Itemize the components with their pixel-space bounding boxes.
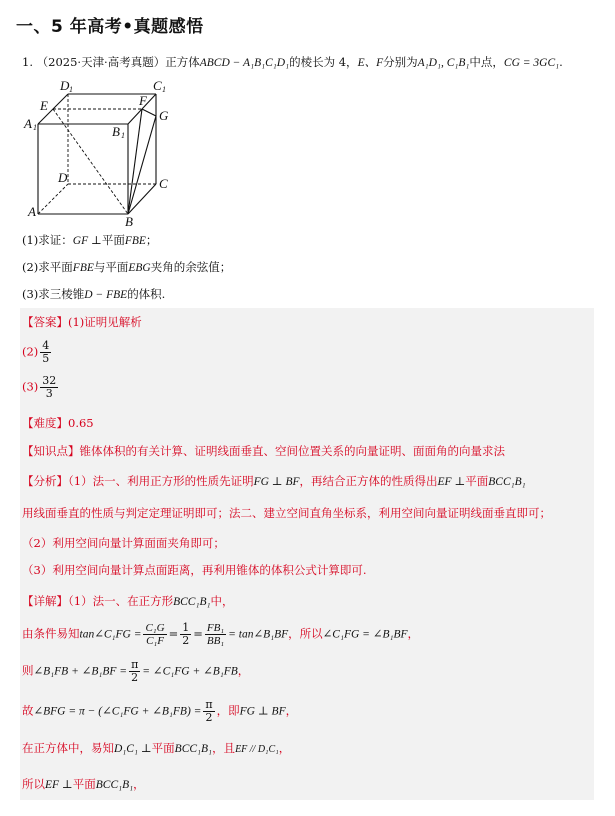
detail-math: ∠BFG = π − (∠C₁FG + ∠B₁FB) =	[33, 705, 202, 718]
label-d1: D	[60, 78, 70, 93]
detail-text: ，	[133, 777, 145, 791]
label-sub: 1	[69, 85, 73, 94]
fraction	[180, 622, 191, 647]
detail-text: 故	[22, 703, 34, 718]
frac-num: π	[205, 698, 213, 711]
label-a: A	[28, 204, 36, 219]
frac-den: C₁F	[146, 635, 164, 647]
label-a1: A	[24, 116, 32, 131]
frac-den: 2	[205, 711, 213, 724]
question-source: （2025·天津·高考真题）	[36, 55, 166, 69]
detail-text: ，	[285, 703, 298, 718]
answer-3-label: (3)	[22, 379, 39, 394]
part-text: (3)求三棱锥	[22, 287, 85, 301]
points-ef: E、F	[357, 57, 384, 69]
answer-1: (1)证明见解析	[68, 315, 142, 329]
analysis-line-3: （2）利用空间向量计算面面夹角即可；	[22, 536, 225, 550]
cube-figure	[22, 78, 182, 228]
detail-text: ，即	[216, 703, 240, 718]
detail-line-5	[22, 740, 290, 756]
detail-line-1	[22, 593, 233, 609]
detail-math: EF ⊥	[45, 779, 73, 791]
detail-text: 中，	[210, 594, 234, 608]
edge-bf	[128, 109, 142, 214]
section-title: 一、5 年高考•真题感悟	[16, 17, 204, 37]
part-math: GF ⊥	[72, 235, 102, 247]
detail-math: BCC₁B₁	[95, 779, 134, 791]
part-math: EBG	[128, 262, 151, 274]
part-math: FBE	[124, 235, 146, 247]
frac-den: 2	[131, 671, 139, 684]
detail-math: FG ⊥ BF	[239, 705, 286, 718]
detail-math: EF // D₁C₁	[235, 744, 279, 755]
analysis-line-4: （3）利用空间向量计算点面距离，再利用锥体的体积公式计算即可.	[22, 563, 367, 577]
question-stem	[22, 54, 563, 70]
detail-text: 平面	[151, 741, 175, 755]
equals: =	[168, 626, 179, 641]
detail-text: 由条件易知	[22, 626, 80, 641]
detail-text: 所以	[22, 777, 45, 791]
analysis-label: 【分析】	[22, 474, 68, 488]
detail-text: 在正方体中，易知	[22, 741, 114, 755]
detail-math: ∠C₁FG = ∠B₁BF	[322, 628, 408, 641]
frac-num: 4	[42, 339, 50, 352]
part-text: (1)求证：	[22, 233, 73, 247]
frac-num: C₁G	[145, 622, 165, 634]
stem-text: .	[559, 55, 563, 69]
detail-line-2	[22, 622, 419, 647]
label-e: E	[40, 98, 48, 113]
part-3	[22, 286, 165, 302]
part-text: (2)求平面	[22, 260, 73, 274]
label-c: C	[159, 176, 168, 191]
stem-text: 的棱长为 4，	[289, 55, 358, 69]
answer-2-label: (2)	[22, 344, 39, 359]
frac-num: 32	[42, 374, 57, 387]
fraction	[205, 622, 226, 647]
detail-text: （1）法一、在正方形	[68, 594, 174, 608]
part-text: 与平面	[93, 260, 129, 274]
label-g: G	[159, 108, 169, 123]
frac-num: 1	[182, 621, 190, 634]
detail-math: BCC₁B₁	[174, 743, 213, 755]
part-text: 的体积.	[127, 287, 166, 301]
analysis-line-2: 用线面垂直的性质与判定定理证明即可；法二、建立空间直角坐标系，利用空间向量证明线面垂直即可；	[22, 506, 551, 520]
question-number: 1.	[22, 55, 33, 69]
fraction	[129, 659, 140, 684]
stem-text: 中点，	[469, 55, 504, 69]
frac-den: BB₁	[206, 635, 225, 647]
frac-num: π	[131, 658, 139, 671]
stem-text: 正方体	[165, 55, 200, 69]
detail-text: ，且	[212, 741, 236, 755]
detail-text: ，	[278, 741, 291, 755]
detail-math: = ∠C₁FG + ∠B₁FB	[142, 665, 238, 678]
condition-cg: CG = 3GC₁	[503, 57, 560, 69]
difficulty-label: 【难度】	[22, 416, 68, 430]
equals: =	[193, 626, 203, 641]
part-text: 夹角的余弦值；	[150, 260, 232, 274]
part-math: D − FBE	[84, 289, 128, 301]
analysis-text: （1）法一、利用正方形的性质先证明	[68, 474, 254, 488]
fraction	[40, 375, 58, 400]
answer-label: 【答案】	[22, 315, 68, 329]
part-2	[22, 259, 231, 275]
detail-line-3	[22, 659, 249, 684]
frac-den: 5	[42, 352, 50, 365]
fraction	[143, 622, 166, 647]
detail-text: ，所以	[288, 626, 323, 641]
part-math: FBE	[72, 262, 94, 274]
detail-math: BCC₁B₁	[173, 596, 211, 608]
label-b: B	[125, 214, 133, 228]
fraction	[40, 340, 51, 365]
detail-label: 【详解】	[22, 594, 68, 608]
difficulty-value: 0.65	[68, 416, 94, 430]
analysis-line-1	[22, 473, 526, 489]
answer-line	[22, 314, 142, 330]
edge-ad	[38, 184, 68, 214]
label-c1: C	[153, 78, 162, 93]
cube-name: ABCD − A₁B₁C₁D₁	[199, 57, 290, 69]
analysis-text: ，再结合正方体的性质得出	[299, 474, 438, 488]
detail-text: 平面	[72, 777, 96, 791]
part-text: ；	[145, 233, 158, 247]
label-sub: 1	[162, 85, 166, 94]
part-1	[22, 232, 157, 248]
midpoint-edges: A₁D₁, C₁B₁	[417, 57, 470, 69]
part-text: 平面	[101, 233, 125, 247]
detail-text: ，	[407, 626, 420, 641]
label-f: F	[139, 93, 147, 108]
detail-math: = tan∠B₁BF	[228, 628, 289, 641]
analysis-math: FG ⊥ BF	[253, 476, 300, 488]
detail-text: ，	[237, 663, 250, 678]
answer-2	[22, 340, 53, 365]
knowledge-text: 锥体体积的有关计算、证明线面垂直、空间位置关系的向量证明、面面角的向量求法	[79, 444, 505, 458]
knowledge-line	[22, 443, 505, 459]
detail-math: D₁C₁ ⊥	[114, 743, 152, 755]
frac-den: 2	[182, 634, 190, 647]
answer-3	[22, 375, 60, 400]
analysis-math: BCC₁B₁	[488, 476, 526, 488]
detail-math: ∠B₁FB + ∠B₁BF =	[33, 665, 128, 678]
answer-panel	[20, 308, 594, 800]
label-b1: B	[112, 124, 120, 139]
detail-line-6	[22, 776, 145, 792]
label-sub: 1	[33, 123, 37, 132]
analysis-math: EF ⊥	[437, 476, 466, 488]
label-d: D	[58, 170, 68, 185]
knowledge-label: 【知识点】	[22, 444, 80, 458]
detail-line-4	[22, 699, 297, 724]
frac-den: 3	[45, 387, 53, 400]
difficulty-line	[22, 415, 94, 431]
detail-math: tan∠C₁FG =	[79, 628, 142, 641]
fraction	[203, 699, 214, 724]
edge-fg	[142, 109, 156, 116]
detail-text: 则	[22, 663, 34, 678]
frac-num: FB₁	[206, 622, 225, 634]
analysis-text: 平面	[465, 474, 489, 488]
stem-text: 分别为	[383, 55, 418, 69]
label-sub: 1	[121, 131, 125, 140]
